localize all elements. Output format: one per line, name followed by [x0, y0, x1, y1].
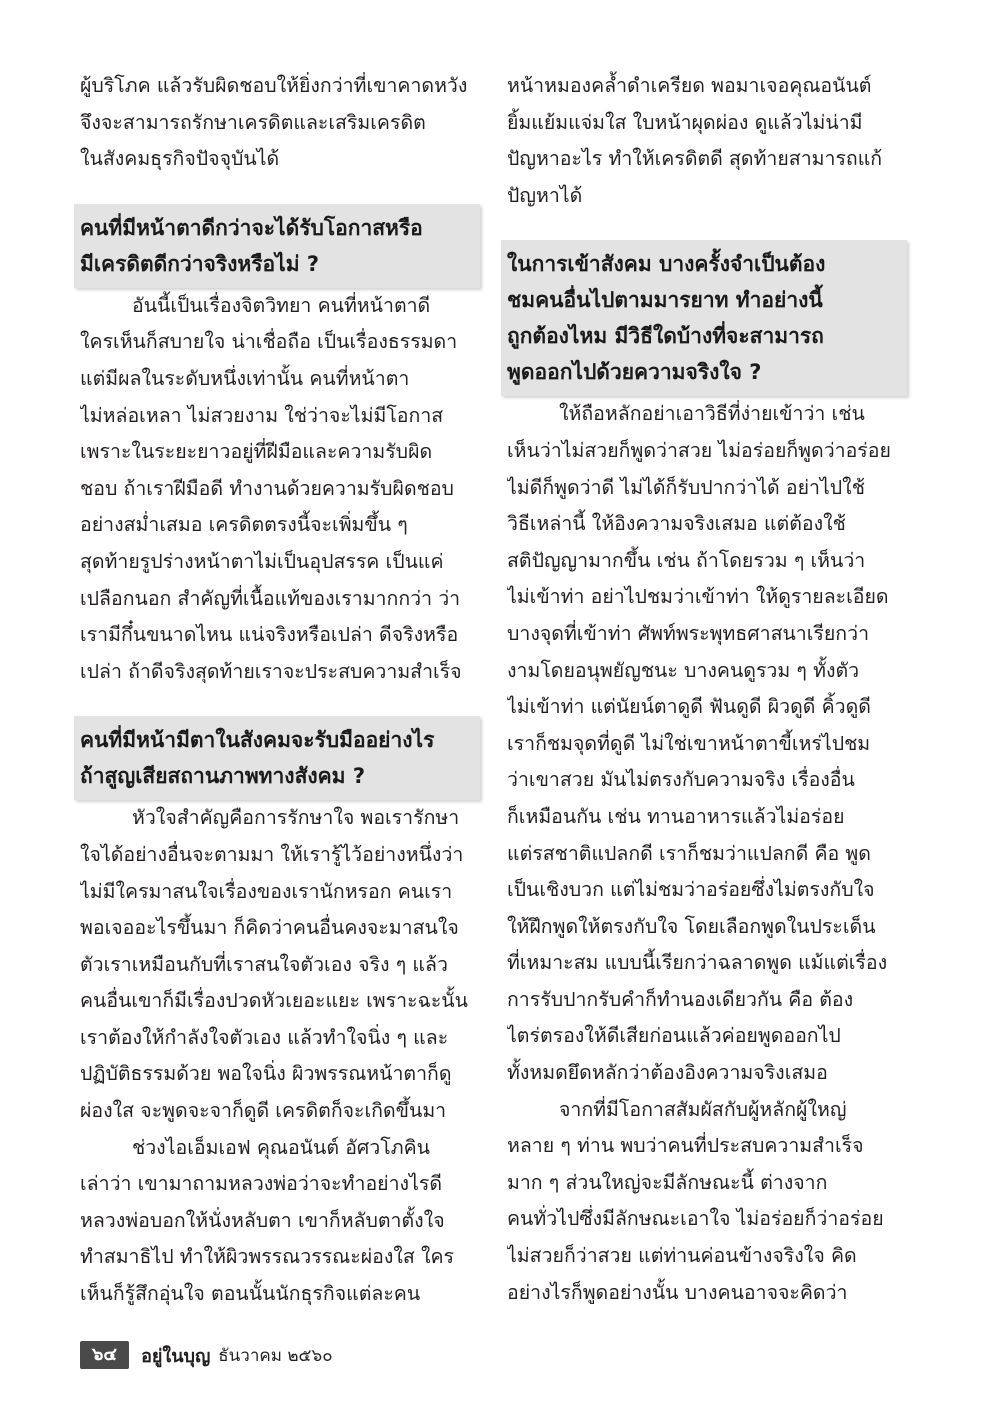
- text-line: ไม่สวยก็ว่าสวย แต่ท่านค่อนข้างจริงใจ คิด: [507, 1244, 857, 1268]
- text-line: ปฏิบัติธรรมด้วย พอใจนิ่ง ผิวพรรณหน้าตาก็ดู: [80, 1062, 452, 1086]
- text-line: ไม่มีใครมาสนใจเรื่องของเรานักหรอก คนเรา: [80, 879, 453, 903]
- heading-line: ถูกต้องไหม มีวิธีใดบ้างที่จะสามารถ: [507, 324, 824, 349]
- text-line: ก็เหมือนกัน เช่น ทานอาหารแล้วไม่อร่อย: [507, 804, 845, 828]
- text-line: มาก ๆ ส่วนใหญ่จะมีลักษณะนี้ ต่างจาก: [507, 1170, 828, 1194]
- text-line: ปัญหาอะไร ทำให้เครดิตดี สุดท้ายสามารถแก้: [507, 147, 883, 171]
- text-line: ไม่ดีก็พูดว่าดี ไม่ได้ก็รับปากว่าได้ อย่าไปใช้: [507, 475, 865, 499]
- text-line: สุดท้ายรูปร่างหน้าตาไม่เป็นอุปสรรค เป็นแค่: [80, 549, 444, 573]
- text-line: ใครเห็นก็สบายใจ น่าเชื่อถือ เป็นเรื่องธรรมดา: [80, 330, 458, 354]
- right-column: [507, 68, 897, 1311]
- page-footer: [80, 1340, 333, 1370]
- text-line: ปัญหาได้: [507, 183, 583, 207]
- text-line: เราต้องให้กำลังใจตัวเอง แล้วทำใจนิ่ง ๆ และ: [80, 1025, 449, 1049]
- text-line: ไม่เข้าท่า แต่นัยน์ตาดูดี ฟันดูดี ผิวดูดี คิ้วดูดี: [507, 695, 871, 719]
- text-line: คนอื่นเขาก็มีเรื่องปวดหัวเยอะแยะ เพราะฉะนั้น: [80, 989, 468, 1013]
- text-line: ไม่หล่อเหลา ไม่สวยงาม ใช่ว่าจะไม่มีโอกาส: [80, 403, 444, 427]
- text-line: เรามีกึ๋นขนาดไหน แน่จริงหรือเปล่า ดีจริงหรือ: [80, 623, 459, 647]
- text-line: หลาย ๆ ท่าน พบว่าคนที่ประสบความสำเร็จ: [507, 1134, 864, 1158]
- heading-line: มีเครดิตดีกว่าจริงหรือไม่ ?: [80, 251, 320, 276]
- text-line: ยิ้มแย้มแจ่มใส ใบหน้าผุดผ่อง ดูแล้วไม่น่ามี: [507, 110, 863, 134]
- text-line: ในสังคมธุรกิจปัจจุบันได้: [80, 147, 280, 171]
- text-line: สติปัญญามากขึ้น เช่น ถ้าโดยรวม ๆ เห็นว่า: [507, 548, 866, 572]
- left-column: [80, 68, 470, 1313]
- question-heading-2: [74, 716, 480, 800]
- magazine-title: อยู่ในบุญ: [141, 1345, 211, 1367]
- text-line: เล่าว่า เขามาถามหลวงพ่อว่าจะทำอย่างไรดี: [80, 1172, 443, 1196]
- text-line: อันนี้เป็นเรื่องจิตวิทยา คนที่หน้าตาดี: [132, 293, 431, 317]
- answer-paragraph-3: [80, 1130, 470, 1313]
- text-line: ให้ฝึกพูดให้ตรงกับใจ โดยเลือกพูดในประเด็น: [507, 914, 876, 938]
- text-line: ชอบ ถ้าเราฝีมือดี ทำงานด้วยความรับผิดชอบ: [80, 476, 454, 500]
- page-number-badge: ๖๔: [80, 1341, 129, 1369]
- text-line: หัวใจสำคัญคือการรักษาใจ พอเรารักษา: [132, 806, 460, 830]
- text-line: ตัวเราเหมือนกับที่เราสนใจตัวเอง จริง ๆ แล้ว: [80, 952, 448, 976]
- answer-paragraph-1: [80, 288, 470, 691]
- heading-line: พูดออกไปด้วยความจริงใจ ?: [507, 360, 762, 385]
- text-line: ทำสมาธิไป ทำให้ผิวพรรณวรรณะผ่องใส ใคร: [80, 1245, 455, 1269]
- text-line: งามโดยอนุพยัญชนะ บางคนดูรวม ๆ ทั้งตัว: [507, 658, 860, 682]
- text-line: อย่างไรก็พูดอย่างนั้น บางคนอาจจะคิดว่า: [507, 1280, 848, 1304]
- text-line: ผ่องใส จะพูดจะจาก็ดูดี เครดิตก็จะเกิดขึ้นมา: [80, 1099, 447, 1123]
- right-intro-paragraph: [507, 68, 897, 214]
- text-line: อย่างสม่ำเสมอ เครดิตตรงนี้จะเพิ่มขึ้น ๆ: [80, 513, 408, 537]
- issue-date: ธันวาคม ๒๕๖๐: [218, 1345, 333, 1366]
- text-line: การรับปากรับคำก็ทำนองเดียวกัน คือ ต้อง: [507, 987, 854, 1011]
- text-line: ผู้บริโภค แล้วรับผิดชอบให้ยิ่งกว่าที่เขาคาดหวัง: [80, 74, 468, 97]
- text-line: ช่วงไอเอ็มเอฟ คุณอนันต์ อัศวโภคิน: [132, 1135, 430, 1159]
- text-line: บางจุดที่เข้าท่า ศัพท์พระพุทธศาสนาเรียกว่า: [507, 621, 870, 645]
- heading-line: ชมคนอื่นไปตามมารยาท ทำอย่างนี้: [507, 288, 823, 313]
- text-line: เป็นเชิงบวก แต่ไม่ชมว่าอร่อยซึ่งไม่ตรงกับใจ: [507, 878, 875, 902]
- heading-line: ถ้าสูญเสียสถานภาพทางสังคม ?: [80, 764, 366, 789]
- heading-line: ในการเข้าสังคม บางครั้งจำเป็นต้อง: [507, 252, 826, 277]
- text-line: เพราะในระยะยาวอยู่ที่ฝีมือและความรับผิด: [80, 440, 433, 464]
- text-line: ทั้งหมดยึดหลักว่าต้องอิงความจริงเสมอ: [507, 1061, 828, 1085]
- text-line: หน้าหมองคล้ำดำเครียด พอมาเจอคุณอนันต์: [507, 74, 872, 97]
- heading-line: คนที่มีหน้าตาดีกว่าจะได้รับโอกาสหรือ: [80, 215, 423, 240]
- text-line: เปลือกนอก สำคัญที่เนื้อแท้ของเรามากกว่า ว่า: [80, 586, 461, 610]
- text-line: แต่รสชาติแปลกดี เราก็ชมว่าแปลกดี คือ พูด: [507, 841, 871, 865]
- text-line: แต่มีผลในระดับหนึ่งเท่านั้น คนที่หน้าตา: [80, 366, 410, 390]
- text-line: วิธีเหล่านี้ ให้อิงความจริงเสมอ แต่ต้องใช้: [507, 512, 846, 536]
- heading-line: คนที่มีหน้ามีตาในสังคมจะรับมืออย่างไร: [80, 728, 435, 753]
- question-heading-1: [74, 204, 480, 288]
- text-line: ไตร่ตรองให้ดีเสียก่อนแล้วค่อยพูดออกไป: [507, 1024, 841, 1048]
- text-line: ที่เหมาะสม แบบนี้เรียกว่าฉลาดพูด แม้แต่เรื่อง: [507, 951, 888, 975]
- text-line: เห็นว่าไม่สวยก็พูดว่าสวย ไม่อร่อยก็พูดว่าอร่อย: [507, 438, 891, 462]
- text-line: คนทั่วไปซึ่งมีลักษณะเอาใจ ไม่อร่อยก็ว่าอร่อย: [507, 1207, 884, 1231]
- answer-paragraph-2: [80, 800, 470, 1129]
- text-line: หลวงพ่อบอกให้นั่งหลับตา เขาก็หลับตาตั้งใจ: [80, 1208, 445, 1232]
- text-line: พอเจออะไรขึ้นมา ก็คิดว่าคนอื่นคงจะมาสนใจ: [80, 916, 459, 940]
- answer-paragraph-5: [507, 1092, 897, 1312]
- text-line: ว่าเขาสวย มันไม่ตรงกับความจริง เรื่องอื่น: [507, 768, 855, 792]
- text-line: เราก็ชมจุดที่ดูดี ไม่ใช่เขาหน้าตาขี้เหร่ไปชม: [507, 731, 871, 755]
- answer-paragraph-4: [507, 396, 897, 1091]
- text-line: ไม่เข้าท่า อย่าไปชมว่าเข้าท่า ให้ดูรายละเอียด: [507, 585, 889, 609]
- text-line: จึงจะสามารถรักษาเครดิตและเสริมเครดิต: [80, 110, 426, 134]
- text-line: ให้ถือหลักอย่าเอาวิธีที่ง่ายเข้าว่า เช่น: [559, 402, 865, 426]
- text-line: จากที่มีโอกาสสัมผัสกับผู้หลักผู้ใหญ่: [559, 1097, 847, 1121]
- question-heading-3: [501, 240, 907, 396]
- text-line: เห็นก็รู้สึกอุ่นใจ ตอนนั้นนักธุรกิจแต่ละคน: [80, 1282, 421, 1306]
- text-line: เปล่า ถ้าดีจริงสุดท้ายเราจะประสบความสำเร็จ: [80, 659, 462, 683]
- left-intro-paragraph: [80, 68, 470, 178]
- text-line: ใจได้อย่างอื่นจะตามมา ให้เรารู้ไว้อย่างหนึ่งว่า: [80, 842, 464, 866]
